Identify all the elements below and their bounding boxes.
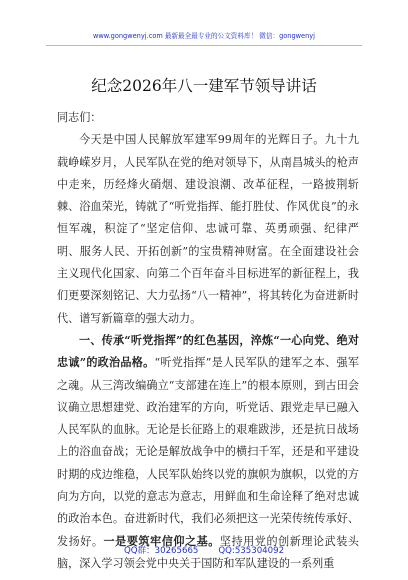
header-divider xyxy=(46,45,362,46)
qq-group-text: QQ群：30265665 xyxy=(123,546,199,556)
document-body xyxy=(57,107,359,575)
qq-number-text: QQ:535304092 xyxy=(218,546,285,556)
section-1-text: “听党指挥”是人民军队的建军之本、强军之魂。从三湾改编确立“支部建在连上”的根本原则，到古田会议确立思想建党、政治建军的方向，听党话、跟党走早已融入人民军队的血脉。无论是长征路上的艰难跋涉，还是抗日战场上的浴血奋战；无论是解放战争中的横扫千军，还是和平建设时期的戍边维稳，人民军队始终以党的旗帜为旗帜，以党的方向为方向，以党的意志为意志，用鲜血和生命诠释了绝对忠诚的政治本色。奋进新时代，我们必须把这一光荣传统传承好、发扬好。 xyxy=(57,356,359,548)
site-banner: www.gongwenyj.com 最新最全最专业的公文资料库！ 微信：gongwenyj xyxy=(92,32,316,40)
greeting: 同志们： xyxy=(57,111,102,124)
section-1-heading: 一、传承“听党指挥”的红色基因，淬炼“一心向党、绝对忠诚”的政治品格。 xyxy=(57,333,359,370)
intro-paragraph: 今天是中国人民解放军建军99周年的光辉日子。九十九载峥嵘岁月，人民军队在党的绝对领导下，从南昌城头的枪声中走来，历经烽火硝烟、建设浪潮、改革征程，一路披荆斩棘、浴血荣光，铸就了“听党指挥、能打胜仗、作风优良”的永恒军魂，积淀了“坚定信仰、忠诚可靠、英勇顽强、纪律严明、服务人民、开拓创新”的宝贵精神财富。在全面建设社会主义现代化国家、向第二个百年奋斗目标进军的新征程上，我们更要深刻铭记、大力弘扬“八一精神”，将其转化为奋进新时代、谱写新篇章的强大动力。 xyxy=(57,133,359,325)
point-1-text: 坚持用党的创新理论武装头脑，深入学习领会党中央关于国防和军队建设的一系列重 xyxy=(57,534,359,570)
document-title: 纪念2026年八一建军节领导讲话 xyxy=(91,77,317,95)
contact-footer xyxy=(0,544,408,558)
point-1-lead: 一是要筑牢信仰之基。 xyxy=(103,534,220,548)
section-1-paragraph xyxy=(57,330,359,575)
